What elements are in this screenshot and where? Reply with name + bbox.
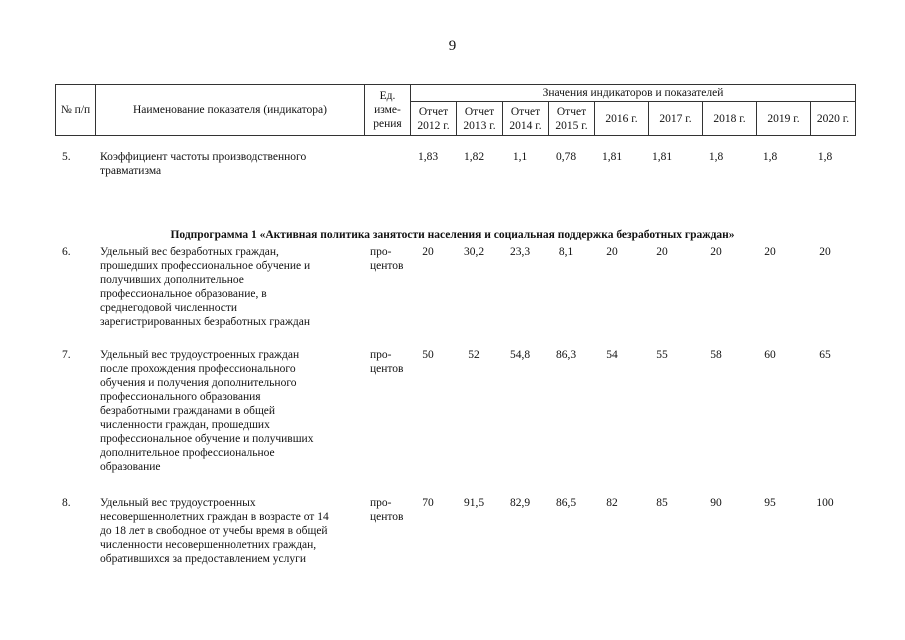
indicator-value: 54,8 xyxy=(509,349,531,361)
indicator-value: 1,83 xyxy=(417,151,439,163)
indicator-value: 8,1 xyxy=(558,246,574,258)
indicator-name-line: после прохождения профессионального xyxy=(100,363,296,375)
indicator-value: 30,2 xyxy=(463,246,485,258)
header-year-line: 2016 г. xyxy=(605,112,638,125)
indicator-value: 54 xyxy=(606,349,618,361)
indicator-name-line: Удельный вес трудоустроенных граждан xyxy=(100,349,300,361)
indicator-name-line: дополнительное профессиональное xyxy=(100,447,275,459)
indicator-value: 20 xyxy=(606,246,618,258)
indicator-name-line: профессионального образования xyxy=(100,391,261,403)
indicator-value: 100 xyxy=(816,497,834,509)
indicator-value: 20 xyxy=(764,246,776,258)
indicator-name-line: обучения и получения дополнительного xyxy=(100,377,297,389)
indicator-name xyxy=(100,150,365,178)
indicator-value: 20 xyxy=(819,246,831,258)
indicator-name-line: среднегодовой численности xyxy=(100,302,238,314)
header-year-line: 2013 г. xyxy=(463,119,496,132)
indicator-name-line: профессиональное образование, в xyxy=(100,288,267,300)
indicator-name-line: численности несовершеннолетних граждан, xyxy=(100,539,317,551)
indicator-unit-line: про- xyxy=(370,497,392,509)
indicator-value: 86,5 xyxy=(555,497,577,509)
indicator-name-line: зарегистрированных безработных граждан xyxy=(100,316,311,328)
header-values-group: Значения индикаторов и показателей xyxy=(411,85,856,102)
header-year xyxy=(549,102,595,136)
row-number: 7. xyxy=(62,349,71,361)
indicator-value: 85 xyxy=(656,497,668,509)
indicator-value: 90 xyxy=(710,497,722,509)
header-year-line: 2019 г. xyxy=(767,112,800,125)
indicator-value: 1,81 xyxy=(601,151,623,163)
indicator-name-line: несовершеннолетних граждан в возрасте от 14 xyxy=(100,511,329,523)
subprogram-title: Подпрограмма 1 «Активная политика занятости населения и социальная поддержка безработных граждан» xyxy=(170,229,735,241)
header-year xyxy=(649,102,703,136)
header-year-line: Отчет xyxy=(510,105,541,118)
header-year xyxy=(811,102,856,136)
header-unit-line: рения xyxy=(373,118,402,130)
indicator-name-line: Удельный вес трудоустроенных xyxy=(100,497,256,509)
header-year-line: 2012 г. xyxy=(417,119,450,132)
indicator-unit-line: центов xyxy=(370,363,404,375)
header-year xyxy=(703,102,757,136)
indicator-value: 20 xyxy=(422,246,434,258)
indicator-value: 95 xyxy=(764,497,776,509)
indicator-name-line: Коэффициент частоты производственного xyxy=(100,151,307,163)
header-year xyxy=(457,102,503,136)
indicator-name-line: численности граждан, прошедших xyxy=(100,419,270,431)
indicator-value: 20 xyxy=(656,246,668,258)
indicator-name-line: травматизма xyxy=(100,165,162,177)
header-year-line: 2018 г. xyxy=(713,112,746,125)
header-name: Наименование показателя (индикатора) xyxy=(96,85,365,136)
header-unit xyxy=(365,85,411,136)
indicator-value: 1,8 xyxy=(762,151,778,163)
indicator-value: 82 xyxy=(606,497,618,509)
indicator-name-line: Удельный вес безработных граждан, xyxy=(100,246,279,258)
header-num: № п/п xyxy=(56,85,96,136)
header-unit-line: изме- xyxy=(374,104,401,116)
indicator-unit xyxy=(370,245,410,273)
indicator-value: 86,3 xyxy=(555,349,577,361)
indicator-value: 1,82 xyxy=(463,151,485,163)
header-year-line: 2014 г. xyxy=(509,119,542,132)
indicator-value: 91,5 xyxy=(463,497,485,509)
indicator-value: 58 xyxy=(710,349,722,361)
indicator-name-line: профессиональное обучение и получивших xyxy=(100,433,314,445)
header-year-line: Отчет xyxy=(464,105,495,118)
header-year xyxy=(757,102,811,136)
indicator-name-line: до 18 лет в свободное от учебы время в общей xyxy=(100,525,328,537)
header-year xyxy=(411,102,457,136)
indicator-unit-line: центов xyxy=(370,260,404,272)
indicator-value: 1,8 xyxy=(817,151,833,163)
indicator-name-line: образование xyxy=(100,461,161,473)
header-year-line: 2015 г. xyxy=(555,119,588,132)
indicator-name-line: получивших дополнительное xyxy=(100,274,244,286)
indicator-value: 70 xyxy=(422,497,434,509)
row-number: 6. xyxy=(62,246,71,258)
indicator-unit xyxy=(370,348,410,376)
header-year-line: 2017 г. xyxy=(659,112,692,125)
indicator-value: 23,3 xyxy=(509,246,531,258)
indicator-unit-line: про- xyxy=(370,246,392,258)
indicator-value: 82,9 xyxy=(509,497,531,509)
indicator-name-line: обратившихся за предоставлением услуги xyxy=(100,553,307,565)
indicator-value: 0,78 xyxy=(555,151,577,163)
indicator-value: 60 xyxy=(764,349,776,361)
indicator-value: 20 xyxy=(710,246,722,258)
indicator-value: 1,81 xyxy=(651,151,673,163)
row-number: 8. xyxy=(62,497,71,509)
indicator-unit-line: центов xyxy=(370,511,404,523)
header-year-line: 2020 г. xyxy=(816,112,850,125)
indicator-value: 1,8 xyxy=(708,151,724,163)
indicator-name xyxy=(100,496,365,566)
header-year-line: Отчет xyxy=(556,105,587,118)
indicator-value: 1,1 xyxy=(512,151,528,163)
row-number: 5. xyxy=(62,151,71,163)
indicator-value: 65 xyxy=(819,349,831,361)
indicator-name-line: прошедших профессиональное обучение и xyxy=(100,260,311,272)
header-unit-line: Ед. xyxy=(379,90,396,102)
indicator-table-header xyxy=(55,84,856,136)
indicator-name-line: безработными гражданами в общей xyxy=(100,405,276,417)
indicator-name xyxy=(100,348,365,474)
indicator-value: 52 xyxy=(468,349,480,361)
header-year xyxy=(503,102,549,136)
indicator-value: 50 xyxy=(422,349,434,361)
indicator-name xyxy=(100,245,365,329)
indicator-value: 55 xyxy=(656,349,668,361)
header-year-line: Отчет xyxy=(418,105,449,118)
indicator-unit-line: про- xyxy=(370,349,392,361)
page-number: 9 xyxy=(448,38,457,54)
indicator-unit xyxy=(370,496,410,524)
header-year xyxy=(595,102,649,136)
